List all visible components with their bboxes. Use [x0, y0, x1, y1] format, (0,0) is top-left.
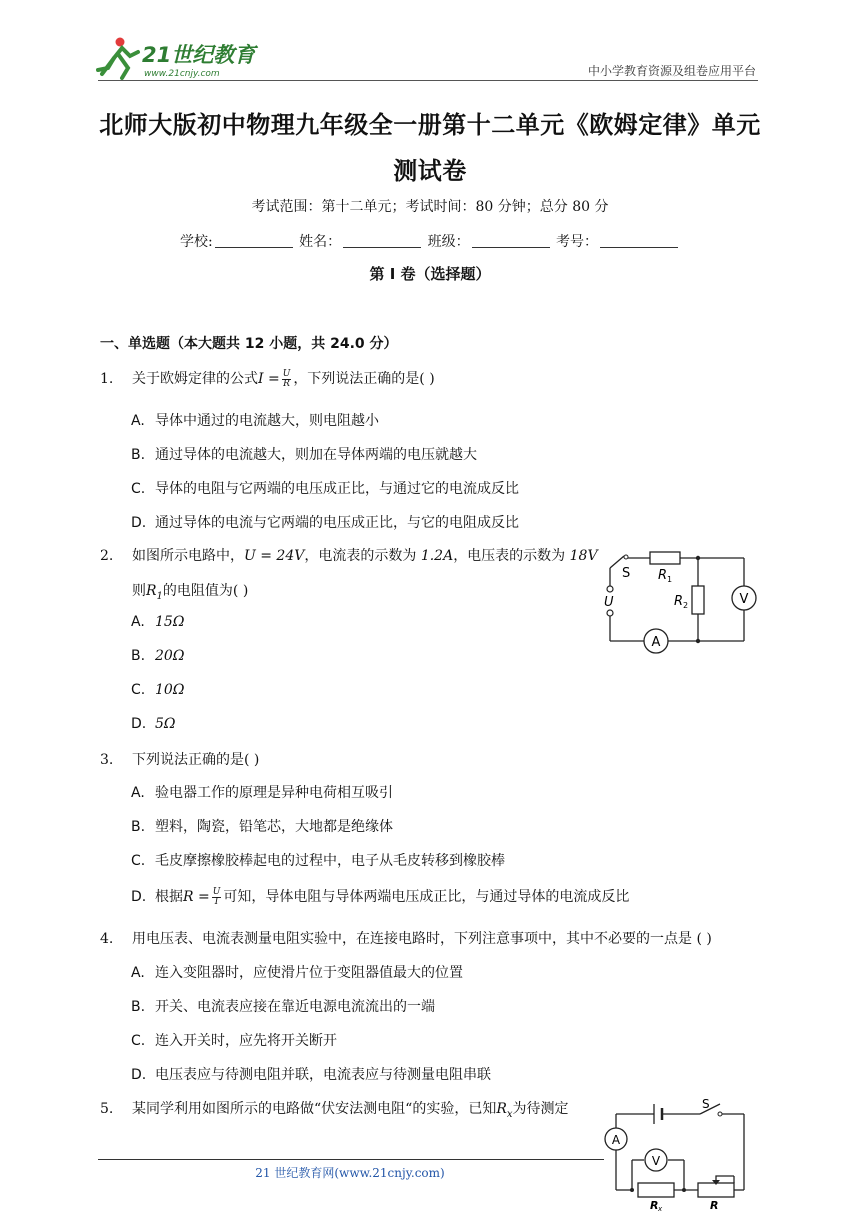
resistor-r1	[650, 552, 680, 564]
q1-option-c[interactable]	[131, 478, 519, 498]
junction-dot	[696, 639, 700, 643]
logo-text: 21世纪教育	[142, 43, 256, 67]
option-text-end: 可知，导体电阻与导体两端电压成正比，与通过导体的电流成反比	[223, 889, 630, 905]
option-text: 验电器工作的原理是异种电荷相互吸引	[155, 785, 393, 801]
logo-url: www.21cnjy.com	[144, 69, 220, 79]
q1-option-b[interactable]	[131, 444, 477, 464]
header-divider	[98, 80, 758, 81]
platform-name: 中小学教育资源及组卷应用平台	[587, 64, 756, 78]
footer-link[interactable]: 21 世纪教育网(www.21cnjy.com)	[255, 1166, 445, 1180]
question-text: 用电压表、电流表测量电阻实验中，在连接电路时，下列注意事项中，其中不必要的一点是 ( )	[132, 931, 712, 947]
option-text: 连入变阻器时，应使滑片位于变阻器值最大的位置	[155, 965, 463, 981]
option-text: 20Ω	[155, 648, 185, 664]
option-text: 塑料，陶瓷，铅笔芯，大地都是绝缘体	[155, 819, 393, 835]
r-label: R	[710, 1199, 719, 1212]
option-text: 毛皮摩擦橡胶棒起电的过程中，电子从毛皮转移到橡胶棒	[155, 853, 505, 869]
option-text: 通过导体的电流越大，则加在导体两端的电压就越大	[155, 447, 477, 463]
current-value: 1.2A	[420, 548, 454, 564]
q1-option-d[interactable]	[131, 512, 519, 532]
r1-label-sub: 1	[667, 575, 673, 584]
option-label: B.	[131, 648, 146, 664]
q3-option-a[interactable]	[131, 782, 393, 802]
rx-label: R	[650, 1199, 659, 1212]
name-blank[interactable]	[343, 235, 421, 248]
runner-logo-icon	[98, 38, 138, 79]
footer-divider	[98, 1159, 604, 1160]
switch-label: S	[622, 566, 631, 581]
fraction-numerator: U	[212, 886, 221, 897]
r2-label: R	[674, 594, 684, 609]
option-text: 通过导体的电流与它两端的电压成正比，与它的电阻成反比	[155, 515, 519, 531]
question-number: 5.	[100, 1101, 114, 1117]
resistor-rx	[638, 1183, 674, 1197]
option-label: D.	[131, 716, 147, 732]
option-label: A.	[131, 413, 145, 429]
option-text: 电压表应与待测电阻并联，电流表应与待测量电阻串联	[155, 1067, 491, 1083]
question-number: 2.	[100, 548, 114, 564]
q4-option-c[interactable]	[131, 1030, 337, 1050]
site-logo	[92, 34, 262, 82]
student-info-fields	[0, 231, 860, 251]
option-label: A.	[131, 965, 145, 981]
option-text: 5Ω	[155, 716, 176, 732]
rheostat-r	[698, 1183, 734, 1197]
terminal-top	[607, 586, 613, 592]
question-text: 如图所示电路中，	[132, 548, 244, 564]
q2-option-b[interactable]	[131, 648, 184, 664]
question-number: 4.	[100, 931, 114, 947]
school-blank[interactable]	[215, 235, 293, 248]
option-label: C.	[131, 1033, 146, 1049]
option-label: D.	[131, 889, 147, 905]
question-number: 3.	[100, 752, 114, 768]
fraction-denominator: R	[283, 378, 290, 389]
formula-lhs: R =	[183, 889, 210, 905]
question-2	[100, 545, 598, 565]
q2-circuit-diagram	[596, 546, 766, 658]
voltmeter-value: 18V	[569, 548, 598, 564]
switch-label: S	[702, 1097, 710, 1111]
question-text: ，电流表的示数为	[304, 548, 421, 564]
rx-symbol: R	[496, 1101, 507, 1117]
voltage-value: U = 24V	[244, 548, 305, 564]
formula-fraction	[212, 888, 222, 907]
fraction-numerator: U	[282, 368, 291, 379]
question-5	[100, 1098, 569, 1120]
ammeter-label: A	[611, 1133, 621, 1147]
option-text: 导体的电阻与它两端的电压成正比，与通过它的电流成反比	[155, 481, 519, 497]
q5-circuit-diagram	[604, 1096, 754, 1212]
option-text: 15Ω	[155, 614, 185, 630]
q2-option-c[interactable]	[131, 682, 184, 698]
option-label: A.	[131, 785, 145, 801]
switch-contact	[624, 555, 628, 559]
question-text: 则	[132, 583, 146, 599]
rheostat-slider	[716, 1176, 734, 1183]
question-text-end: ，下列说法正确的是( )	[293, 371, 435, 387]
q3-option-b[interactable]	[131, 816, 393, 836]
option-label: C.	[131, 682, 146, 698]
exam-info: 考试范围：第十二单元；考试时间：80 分钟；总分 80 分	[251, 199, 609, 215]
option-label: C.	[131, 853, 146, 869]
junction-dot	[682, 1188, 686, 1192]
junction-dot	[630, 1188, 634, 1192]
q4-option-b[interactable]	[131, 996, 435, 1016]
r2-label-sub: 2	[683, 601, 689, 610]
volume-heading: 第 I 卷（选择题）	[369, 265, 491, 283]
option-label: B.	[131, 819, 146, 835]
option-label: C.	[131, 481, 146, 497]
q4-option-a[interactable]	[131, 962, 463, 982]
class-label: 班级：	[427, 234, 470, 250]
option-text: 连入开关时，应先将开关断开	[155, 1033, 337, 1049]
q2-option-a[interactable]	[131, 614, 184, 630]
switch-contact	[718, 1112, 722, 1116]
r1-label: R	[658, 568, 668, 583]
option-label: A.	[131, 614, 145, 630]
question-3	[100, 749, 259, 769]
q4-option-d[interactable]	[131, 1064, 491, 1084]
r1-subscript: 1	[156, 590, 163, 602]
name-label: 姓名：	[299, 234, 342, 250]
option-label: D.	[131, 515, 147, 531]
voltmeter-label: V	[651, 1154, 661, 1168]
exam-no-blank[interactable]	[600, 235, 678, 248]
question-2-line2	[132, 580, 248, 602]
page-title: 北师大版初中物理九年级全一册第十二单元《欧姆定律》单元测试卷	[99, 111, 761, 185]
voltmeter-label: V	[739, 592, 749, 607]
question-text-end: 为待测定	[512, 1101, 569, 1117]
option-text: 开关、电流表应接在靠近电源电流流出的一端	[155, 999, 435, 1015]
question-text: 关于欧姆定律的公式	[132, 371, 258, 387]
resistor-r2	[692, 586, 704, 614]
source-label: U	[604, 595, 614, 610]
option-text: 导体中通过的电流越大，则电阻越小	[155, 413, 379, 429]
question-text: ，电压表的示数为	[453, 548, 570, 564]
rx-label-sub: x	[658, 1205, 663, 1212]
question-4	[100, 928, 712, 948]
question-text: 的电阻值为( )	[162, 583, 249, 599]
option-label: B.	[131, 999, 146, 1015]
formula-fraction	[282, 370, 292, 389]
question-text: 下列说法正确的是( )	[132, 752, 260, 768]
exam-no-label: 考号：	[556, 234, 599, 250]
rx-subscript: x	[506, 1108, 513, 1120]
r1-symbol: R	[146, 583, 157, 599]
fraction-denominator: I	[214, 896, 219, 907]
q1-option-a[interactable]	[131, 410, 379, 430]
question-number: 1.	[100, 371, 114, 387]
option-text: 根据	[155, 889, 183, 905]
question-1	[100, 368, 435, 389]
option-label: B.	[131, 447, 146, 463]
class-blank[interactable]	[472, 235, 550, 248]
q3-option-c[interactable]	[131, 850, 505, 870]
ammeter-label: A	[651, 635, 661, 650]
option-label: D.	[131, 1067, 147, 1083]
section-heading: 一、单选题（本大题共 12 小题，共 24.0 分）	[100, 336, 398, 352]
q3-option-d[interactable]	[131, 886, 629, 907]
terminal-bottom	[607, 610, 613, 616]
junction-dot	[696, 556, 700, 560]
question-text: 某同学利用如图所示的电路做“伏安法测电阻“的实验，已知	[132, 1101, 497, 1117]
school-label: 学校:	[179, 234, 213, 250]
formula-lhs: I =	[258, 371, 280, 387]
option-text: 10Ω	[155, 682, 185, 698]
q2-option-d[interactable]	[131, 716, 176, 732]
